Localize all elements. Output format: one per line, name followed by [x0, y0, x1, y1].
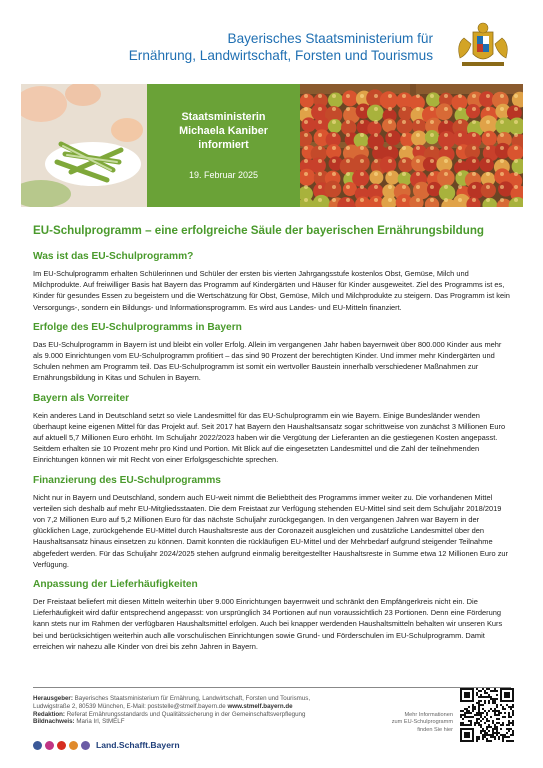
publisher-line1: Bayerisches Staatsministerium für Ernährung, Landwirtschaft, Forsten und Tourismus, — [74, 695, 311, 702]
vegetable-photo — [21, 84, 147, 207]
brand-logo: Land.Schafft.Bayern — [96, 740, 180, 750]
social-links — [33, 740, 180, 750]
qr-code[interactable] — [460, 688, 514, 742]
banner-date: 19. Februar 2025 — [188, 170, 259, 180]
banner-info-box — [147, 84, 300, 207]
facebook-icon[interactable] — [33, 741, 42, 750]
qr-caption-line2: zum EU-Schulprogramm — [391, 719, 453, 726]
section-heading: Erfolge des EU-Schulprogramms in Bayern — [33, 321, 242, 333]
bavarian-coat-of-arms — [444, 18, 522, 76]
article-title: EU-Schulprogramm – eine erfolgreiche Säule der bayerischen Ernährungsbildung — [33, 224, 484, 237]
instagram-icon[interactable] — [45, 741, 54, 750]
qr-caption — [375, 712, 453, 734]
section-heading: Finanzierung des EU-Schulprogramms — [33, 474, 221, 486]
editor-label: Redaktion: — [33, 710, 65, 718]
youtube-icon[interactable] — [57, 741, 66, 750]
publisher-label: Herausgeber: — [33, 695, 73, 702]
qr-caption-line3: finden Sie hier — [417, 726, 453, 733]
section-text: Im EU-Schulprogramm erhalten Schülerinnen und Schüler der ersten bis vierten Jahrgangsstufe kostenlos Obst, Gemüse, Milch und Milchprodukte. Auf freiwilliger Basis hat Bayern das Programm auf Kindergärten und Häuser für Kinder ausgeweitet. Ziel des Programms ist es, Kinder für gesundes Essen zu begeistern und die Wertschätzung für Obst, Gemüse, Milch und Milchprodukte zu steigern. Das Programm ist kein Versorgungs-, sondern ein Bildungs- und Informationsprogramm. Es wird aus Landes- und EU-Mitteln finanziert. — [33, 269, 510, 312]
qr-caption-line1: Mehr Informationen — [404, 712, 453, 718]
banner-title-line1: Staatsministerin — [181, 111, 266, 123]
editor-text: Referat Ernährungsstandards und Qualitätssicherung in der Gemeinschaftsverpflegung — [66, 710, 306, 718]
section-heading: Was ist das EU-Schulprogramm? — [33, 251, 194, 262]
publisher-website-link[interactable]: www.stmelf.bayern.de — [227, 702, 293, 710]
footer-divider — [33, 687, 511, 688]
article — [33, 224, 511, 652]
banner-title-line3: informiert — [198, 139, 249, 151]
image-credit-text: Maria Irl, StMELF — [76, 718, 125, 726]
mail-icon[interactable] — [69, 741, 78, 750]
section-text: Das EU-Schulprogramm in Bayern ist und bleibt ein voller Erfolg. Allein im vergangenen Jahr haben bayernweit über 800.000 Kinder aus mehr als 9.000 Einrichtungen vom EU-Schulprogramm profitiert – das sind 90 Prozent der berechtigten Kinder. Und immer mehr Kindergärten und Schulen nehmen am Programm teil. Das EU-Schulprogramm ist somit ein wertvoller Baustein innerhalb verschiedener Maßnahmen zur Ernährungsbildung in Kitas und Schulen in Bayern. — [33, 339, 502, 383]
image-credit-label: Bildnachweis: — [33, 718, 75, 726]
section-heading: Anpassung der Lieferhäufigkeiten — [33, 579, 198, 591]
publisher-address: Ludwigstraße 2, 80539 München, E-Mail: poststelle@stmelf.bayern.de — [33, 702, 226, 710]
apples-photo — [300, 84, 523, 207]
imprint — [33, 695, 353, 726]
section-heading: Bayern als Vorreiter — [33, 392, 130, 404]
podcast-icon[interactable] — [81, 741, 90, 750]
section-text: Der Freistaat beliefert mit diesen Mitteln weiterhin über 9.000 Einrichtungen bayernweit und schränkt den Empfängerkreis nicht ein. Die Lieferhäufigkeit wird dafür entsprechend angepasst: von ursprünglich 34 Portionen auf nun voraussichtlich 23 Portionen. Denn eine Förderung kann stets nur im Rahmen der verfügbaren Haushaltsmittel erfolgen. Auch bei knapper werdenden Haushaltsmitteln behalten wir unseren Kurs bei und berücksichtigen weiterhin auch alle vorschulischen Einrichtungen sowie Grund- und Förderschulen im EU-Schulprogramm. Damit erreichen wir nahezu alle Kinder von drei bis zehn Jahren in Bayern. — [33, 597, 503, 651]
ministry-title-line1: Bayerisches Staatsministerium für — [227, 31, 433, 46]
ministry-title — [129, 30, 433, 64]
ministry-title-line2: Ernährung, Landwirtschaft, Forsten und Tourismus — [128, 48, 433, 63]
section-text: Nicht nur in Bayern und Deutschland, sondern auch EU-weit nimmt die Beliebtheit des Programms immer weiter zu. Die vorhandenen Mittel verteilen sich deshalb auf mehr EU-Mitgliedsstaaten. Die dem Freistaat zur Verfügung stehenden EU-Mittel sind seit dem Schuljahr 2018/2019 von 7,2 Millionen Euro auf 5,2 Millionen Euro für das nächste Schuljahr zurückgegangen. In den vergangenen Jahren war Bayern in der glücklichen Lage, zurückgehende EU-Mittel durch Haushaltsreste aus der Coronazeit ausgleichen und zusätzliche Landesmittel über den Haushaltsansatz hinaus einsetzen zu können. Damit konnten die rückläufigen EU-Mittel und der Mehrbedarf aufgrund steigender Teilnahme abgefedert werden. Für das Schuljahr 2024/2025 stehen aufgrund einmalig bereitgestellter Haushaltsreste in Summe etwa 12 Millionen Euro zur Verfügung. — [33, 492, 509, 569]
header-banner — [21, 84, 523, 207]
banner-title-line2: Michaela Kaniber — [179, 125, 268, 137]
section-text: Kein anderes Land in Deutschland setzt so viele Landesmittel für das EU-Schulprogramm ein wie Bayern. Einige Bundesländer wenden überhaupt keine eigenen Mittel für das Projekt auf. Seit 2017 hat Bayern den Haushaltsansatz sogar schrittweise von zunächst 3 Millionen Euro auf aktuell 5,7 Millionen Euro erhöht. Im Schuljahr 2022/2023 haben wir die Vergütung der Lieferanten an die gestiegenen Kosten angepasst. Seitdem erhalten sie 10 Prozent mehr pro Kind und Portion. Mit Blick auf die eingesetzten Landesmittel und die Zahl der teilnehmenden Einrichtungen können wir mit Recht von einer Erfolgsgeschichte sprechen. — [33, 410, 506, 465]
